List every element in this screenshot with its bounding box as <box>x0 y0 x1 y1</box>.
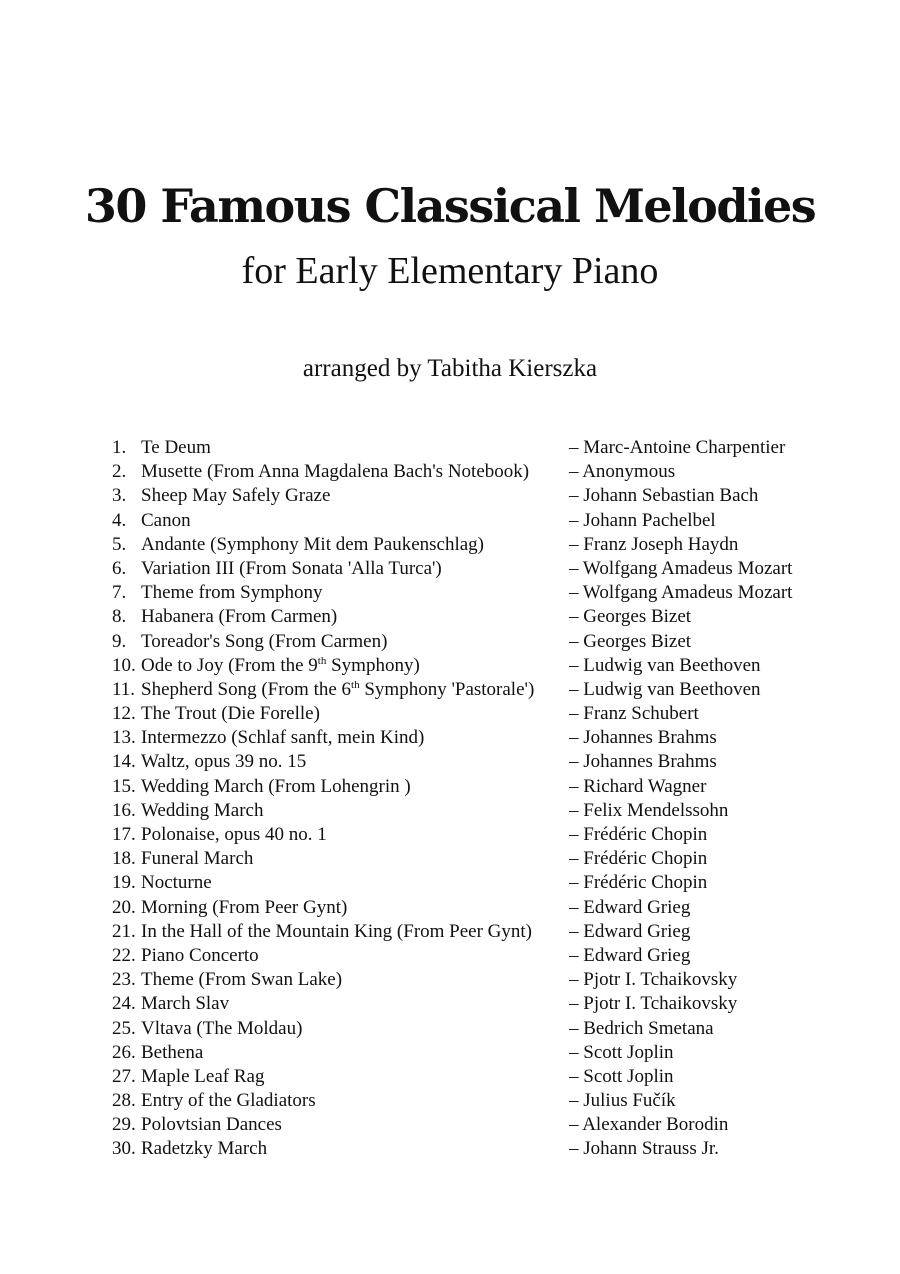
composer-name: – Scott Joplin <box>569 1041 674 1063</box>
composer-name: – Johannes Brahms <box>569 751 717 773</box>
item-number: 29. <box>112 1114 136 1136</box>
item-number: 12. <box>112 703 136 725</box>
ordinal-suffix: th <box>317 654 327 667</box>
piece-title: Polonaise, opus 40 no. 1 <box>141 824 327 845</box>
item-number: 3. <box>112 485 127 507</box>
composer-name: – Georges Bizet <box>569 630 692 652</box>
piece-title: Canon <box>141 509 191 531</box>
piece-title: Morning (From Peer Gynt) <box>141 896 348 918</box>
piece-title: Sheep May Safely Graze <box>141 485 331 507</box>
list-item <box>112 460 812 484</box>
list-item <box>112 1017 812 1041</box>
piece-title: Andante (Symphony Mit dem Paukenschlag) <box>141 533 485 555</box>
list-item <box>112 605 812 629</box>
item-number: 27. <box>112 1065 136 1087</box>
item-number: 15. <box>112 775 136 797</box>
item-number: 16. <box>112 799 136 821</box>
list-item <box>112 775 812 799</box>
contents-list <box>112 436 812 1162</box>
piece-title: Intermezzo (Schlaf sanft, mein Kind) <box>141 727 425 749</box>
piece-title: Nocturne <box>141 872 212 894</box>
composer-name: – Felix Mendelssohn <box>569 799 729 821</box>
item-number: 14. <box>112 751 136 773</box>
item-number: 18. <box>112 848 136 870</box>
piece-title: Funeral March <box>141 848 254 870</box>
composer-name: – Ludwig van Beethoven <box>569 654 761 676</box>
list-item <box>112 944 812 968</box>
list-item <box>112 847 812 871</box>
piece-title: Maple Leaf Rag <box>141 1065 265 1087</box>
composer-name: – Anonymous <box>569 461 676 483</box>
piece-title: In the Hall of the Mountain King (From Peer Gynt) <box>141 920 533 942</box>
list-item <box>112 484 812 508</box>
piece-title: Theme (From Swan Lake) <box>141 969 343 991</box>
ordinal-suffix: th <box>351 678 360 691</box>
item-number: 4. <box>112 509 127 531</box>
composer-name: – Edward Grieg <box>569 896 691 918</box>
composer-name: – Scott Joplin <box>569 1065 674 1087</box>
list-item <box>112 799 812 823</box>
item-number: 9. <box>112 630 127 652</box>
list-item <box>112 581 812 605</box>
page-subtitle: for Early Elementary Piano <box>241 250 659 292</box>
piece-title: The Trout (Die Forelle) <box>141 703 320 725</box>
list-item <box>112 1137 812 1161</box>
composer-name: – Frédéric Chopin <box>569 848 708 870</box>
item-number: 30. <box>112 1138 136 1160</box>
composer-name: – Johann Strauss Jr. <box>569 1138 719 1160</box>
piece-title: Habanera (From Carmen) <box>141 606 338 628</box>
item-number: 24. <box>112 993 136 1015</box>
composer-name: – Franz Joseph Haydn <box>569 533 739 555</box>
composer-name: – Julius Fučík <box>569 1090 676 1112</box>
composer-name: – Wolfgang Amadeus Mozart <box>569 582 793 604</box>
item-number: 20. <box>112 896 136 918</box>
piece-title-part: Shepherd Song (From the 6 <box>141 678 352 700</box>
composer-name: – Bedrich Smetana <box>569 1017 714 1039</box>
list-item <box>112 968 812 992</box>
item-number: 25. <box>112 1017 136 1039</box>
item-number: 28. <box>112 1090 136 1112</box>
piece-title: Radetzky March <box>141 1138 268 1160</box>
piece-title: Wedding March <box>141 799 264 821</box>
piece-title: Te Deum <box>141 437 211 458</box>
composer-name: – Wolfgang Amadeus Mozart <box>569 557 793 579</box>
piece-title <box>141 678 534 702</box>
list-item <box>112 726 812 750</box>
composer-name: – Alexander Borodin <box>569 1114 729 1136</box>
piece-title: Entry of the Gladiators <box>141 1090 316 1112</box>
item-number: 13. <box>112 727 136 749</box>
list-item <box>112 1065 812 1089</box>
piece-title-part: Ode to Joy (From the 9 <box>141 654 318 676</box>
list-item <box>112 896 812 920</box>
composer-name: – Johannes Brahms <box>569 727 717 749</box>
list-item <box>112 702 812 726</box>
list-item <box>112 750 812 774</box>
list-item <box>112 654 812 678</box>
list-item <box>112 871 812 895</box>
list-item <box>112 557 812 581</box>
list-item <box>112 630 812 654</box>
piece-title-part: Symphony) <box>326 654 420 676</box>
item-number: 23. <box>112 969 136 991</box>
item-number: 22. <box>112 944 136 966</box>
composer-name: – Edward Grieg <box>569 944 691 966</box>
piece-title <box>141 654 420 678</box>
composer-name: – Frédéric Chopin <box>569 872 708 894</box>
composer-name: – Georges Bizet <box>569 606 692 628</box>
piece-title: Piano Concerto <box>141 944 259 966</box>
page-title: 30 Famous Classical Melodies <box>84 179 816 233</box>
piece-title-part: Symphony 'Pastorale') <box>359 678 535 700</box>
piece-title: Variation III (From Sonata 'Alla Turca') <box>141 557 442 579</box>
item-number: 19. <box>112 872 136 894</box>
piece-title: Polovtsian Dances <box>141 1114 282 1136</box>
piece-title: Vltava (The Moldau) <box>141 1017 303 1039</box>
piece-title: Waltz, opus 39 no. 15 <box>141 751 307 773</box>
composer-name: – Ludwig van Beethoven <box>569 678 761 700</box>
item-number: 11. <box>112 678 136 700</box>
item-number: 7. <box>112 582 127 604</box>
list-item <box>112 1113 812 1137</box>
item-number: 5. <box>112 533 127 555</box>
list-item <box>112 823 812 847</box>
composer-name: – Richard Wagner <box>569 775 707 797</box>
composer-name: – Frédéric Chopin <box>569 824 708 845</box>
item-number: 10. <box>112 654 136 676</box>
arranger-credit: arranged by Tabitha Kierszka <box>302 355 598 382</box>
composer-name: – Marc-Antoine Charpentier <box>569 437 786 458</box>
composer-name: – Franz Schubert <box>569 703 699 725</box>
item-number: 8. <box>112 606 127 628</box>
piece-title: Bethena <box>141 1041 204 1063</box>
list-item <box>112 436 812 460</box>
list-item <box>112 1089 812 1113</box>
item-number: 17. <box>112 824 136 845</box>
list-item <box>112 1041 812 1065</box>
item-number: 6. <box>112 557 127 579</box>
list-item <box>112 920 812 944</box>
list-item <box>112 992 812 1016</box>
item-number: 1. <box>112 437 127 458</box>
list-item <box>112 533 812 557</box>
list-item <box>112 509 812 533</box>
composer-name: – Edward Grieg <box>569 920 691 942</box>
composer-name: – Johann Pachelbel <box>569 509 716 531</box>
list-item <box>112 678 812 702</box>
piece-title: Toreador's Song (From Carmen) <box>141 630 388 652</box>
piece-title: Theme from Symphony <box>141 582 323 604</box>
item-number: 26. <box>112 1041 136 1063</box>
item-number: 21. <box>112 920 136 942</box>
piece-title: Wedding March (From Lohengrin ) <box>141 775 411 797</box>
composer-name: – Johann Sebastian Bach <box>569 485 759 507</box>
composer-name: – Pjotr I. Tchaikovsky <box>569 993 738 1015</box>
composer-name: – Pjotr I. Tchaikovsky <box>569 969 738 991</box>
piece-title: March Slav <box>141 993 230 1015</box>
item-number: 2. <box>112 461 127 483</box>
piece-title: Musette (From Anna Magdalena Bach's Notebook) <box>141 461 530 483</box>
